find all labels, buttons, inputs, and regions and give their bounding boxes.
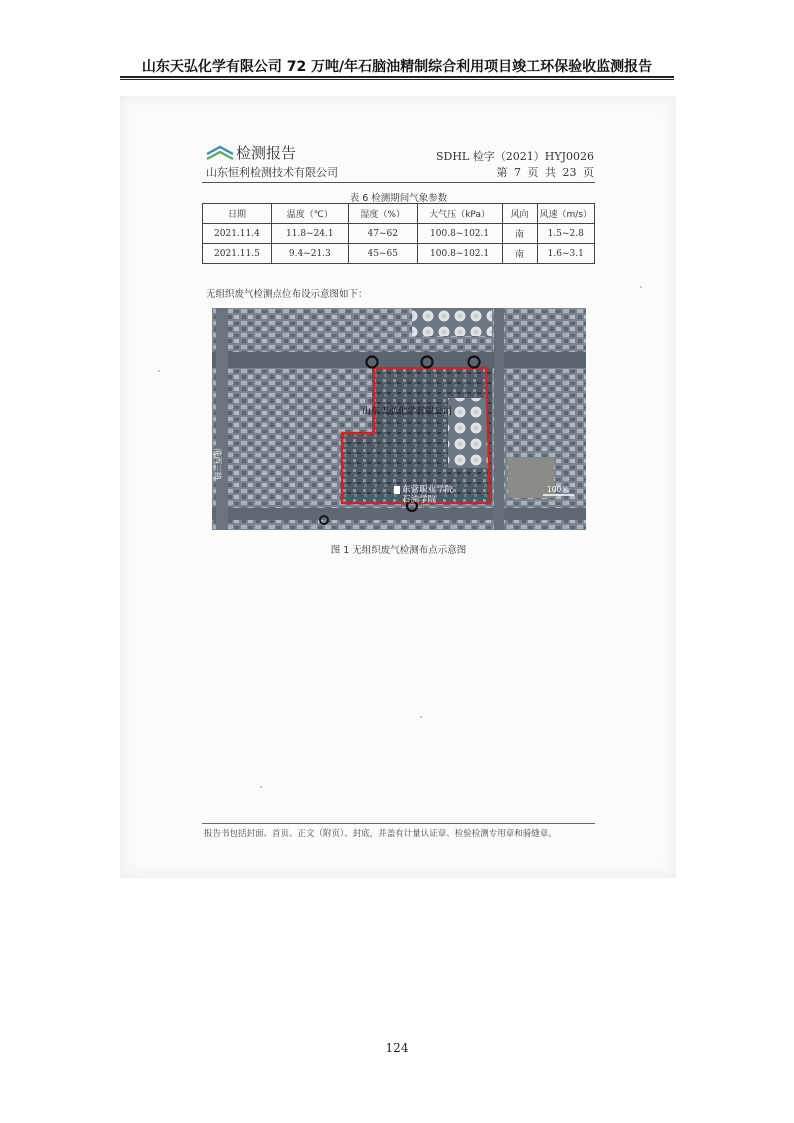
- testing-company: 山东恒利检测技术有限公司: [206, 166, 338, 179]
- map-scale-label: 100米: [547, 485, 569, 494]
- table-header-cell: 大气压（kPa）: [417, 204, 502, 224]
- table-cell: 11.8~24.1: [271, 224, 348, 244]
- report-logo-title: 检测报告: [236, 144, 297, 162]
- running-header: 山东天弘化学有限公司 72 万吨/年石脑油精制综合利用项目竣工环保验收监测报告: [141, 59, 653, 75]
- table-header-cell: 温度（℃）: [271, 204, 348, 224]
- figure-caption: 图 1 无组织废气检测布点示意图: [330, 545, 467, 556]
- map-tank-farm-north: [412, 308, 492, 336]
- school-marker-icon: [394, 486, 400, 494]
- table-cell: 1.6~3.1: [537, 244, 595, 264]
- wave-logo-icon: [206, 145, 234, 161]
- scanned-report-page: [120, 96, 676, 878]
- table-cell: 100.8~102.1: [417, 244, 502, 264]
- map-plant-label: 山东天弘化学有限公司: [362, 407, 453, 417]
- map-road-west: [216, 308, 228, 530]
- table-cell: 南: [502, 244, 537, 264]
- table-header-cell: 风速（m/s）: [537, 204, 595, 224]
- page-count: 第 7 页 共 23 页: [496, 166, 594, 179]
- weather-table: [202, 203, 595, 264]
- map-road-label: 港西三路: [213, 448, 222, 480]
- map-school-label-2: 石油学院: [402, 495, 437, 505]
- page-number: 124: [385, 1041, 409, 1055]
- header-rule-thin: [120, 79, 674, 80]
- table-cell: 2021.11.4: [203, 224, 272, 244]
- report-header-rule: [202, 182, 595, 183]
- table-cell: 45~65: [348, 244, 417, 264]
- map-road-south: [212, 508, 586, 520]
- table-cell: 南: [502, 224, 537, 244]
- table-caption: 表 6 检测期间气象参数: [349, 193, 448, 204]
- table-cell: 2021.11.5: [203, 244, 272, 264]
- table-row: [203, 224, 595, 244]
- table-cell: 100.8~102.1: [417, 224, 502, 244]
- table-header-cell: 风向: [502, 204, 537, 224]
- map-tank-farm-east: [448, 398, 488, 468]
- table-row: [203, 244, 595, 264]
- table-cell: 47~62: [348, 224, 417, 244]
- report-footnote: 报告书包括封面、首页、正文（附页）、封底，并盖有计量认证章、检验检测专用章和骑缝章。: [204, 829, 557, 839]
- map-road-north: [212, 352, 586, 368]
- map-road-east: [494, 308, 504, 530]
- map-intro-text: 无组织废气检测点位布设示意图如下：: [206, 289, 368, 300]
- map-school-label-1: 东营职业学院: [402, 485, 454, 495]
- header-rule: [120, 76, 674, 78]
- table-header-row: [203, 204, 595, 224]
- footnote-rule: [202, 823, 595, 824]
- table-cell: 9.4~21.3: [271, 244, 348, 264]
- table-cell: 1.5~2.8: [537, 224, 595, 244]
- report-logo: [206, 142, 296, 163]
- table-header-cell: 湿度（%）: [348, 204, 417, 224]
- aerial-map: [212, 308, 586, 530]
- report-number: SDHL 检字（2021）HYJ0026: [435, 150, 594, 163]
- map-plant-west-area: [342, 433, 382, 503]
- table-header-cell: 日期: [203, 204, 272, 224]
